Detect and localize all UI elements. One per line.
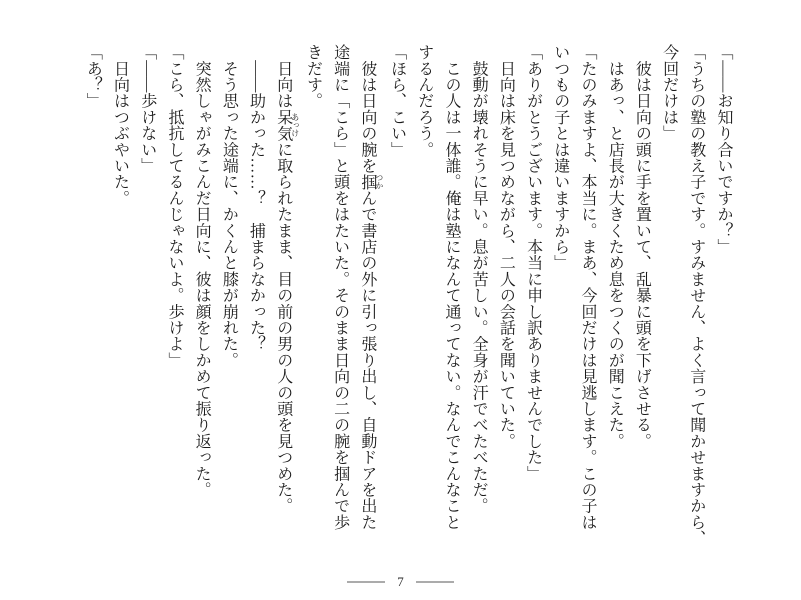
text-line: 「ありがとうございます。本当に申し訳ありませんでした」 [524,44,542,482]
ruby-annotated-word: 呆気 あっけ [274,108,300,142]
text-line: するんだろう。 [415,44,433,158]
text-line: 日向はつぶやいた。 [111,44,129,206]
text-line: この人は一体誰。俺は塾になんて通ってない。なんでこんなこと [442,44,460,530]
text-line: いつもの子とは違いますから」 [551,44,569,271]
footer-rule-right [416,581,454,583]
text-line: はあっ、と店長が大きくため息をつくのが聞こえた。 [606,44,624,449]
text-line: 鼓動が壊れそうに早い。息が苦しい。全身が汗でべたべただ。 [470,44,488,514]
text-line: 「――歩けない」 [138,44,156,174]
text-line: 日向は呆気 あっけに取られたまま、目の前の男の人の頭を見つめた。 [274,44,300,514]
text-line: そう思った途端に、かくんと膝が崩れた。 [220,44,238,368]
text-line: 彼は日向の頭に手を置いて、乱暴に頭を下げさせる。 [633,44,651,449]
text-line: 「――お知り合いですか？」 [715,44,732,255]
text-line: 「うちの塾の教え子です。すみません、よく言って聞かせますから、 [687,44,705,547]
page-footer [0,575,801,588]
footer-rule-left [347,581,385,583]
text-line: 「こら、抵抗してるんじゃないよ。歩けよ」 [165,44,183,368]
text-line: 突然しゃがみこんだ日向に、彼は顔をしかめて振り返った。 [193,44,211,498]
text-line: 途端に「こら」と頭をはたいた。そのまま日向の二の腕を掴んで歩 [331,44,349,530]
text-line: ――助かった……？ 捕まらなかった？ [247,44,265,352]
text-line: 「たのみますよ、本当に。まあ、今回だけは見逃します。この子は [578,44,596,530]
text-line: 彼は日向の腕を掴 つかんで書店の外に引っ張り出し、自動ドアを出た [358,44,384,531]
text-line: 「ほら、こい」 [388,44,406,158]
text-line: きだす。 [304,44,322,109]
text-line: 日向は床を見つめながら、二人の会話を聞いていた。 [497,44,515,449]
page-number: 7 [397,574,404,589]
text-columns [79,44,737,546]
ruby-annotated-word: 掴 つか [358,173,384,190]
text-line: 「あ？」 [84,44,102,109]
text-line: 今回だけは」 [660,44,678,142]
